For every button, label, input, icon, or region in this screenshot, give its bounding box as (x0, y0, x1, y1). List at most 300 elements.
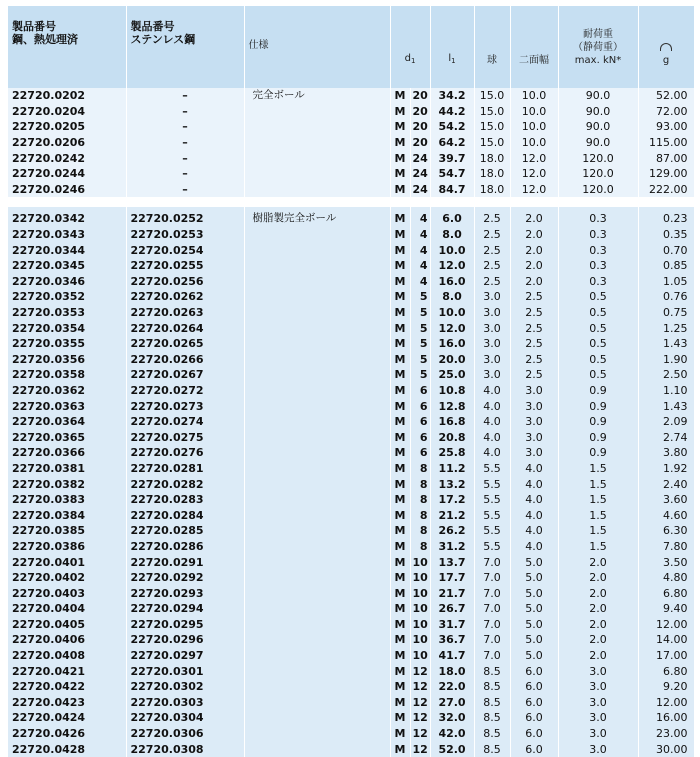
part-number-stainless: 22720.0276 (126, 445, 244, 461)
thread-prefix: M (390, 601, 410, 617)
ball-diameter: 18.0 (474, 150, 510, 166)
ball-diameter: 4.0 (474, 414, 510, 430)
part-number-steel: 22720.0354 (8, 320, 126, 336)
length-l1: 52.0 (430, 741, 474, 757)
part-number-steel: 22720.0365 (8, 429, 126, 445)
length-l1: 12.0 (430, 320, 474, 336)
table-row (8, 617, 694, 633)
table-row (8, 166, 694, 182)
thread-diameter: 12 (410, 710, 430, 726)
spec-cell (244, 632, 390, 648)
thread-diameter: 12 (410, 741, 430, 757)
ball-diameter: 7.0 (474, 617, 510, 633)
ball-diameter: 5.5 (474, 507, 510, 523)
thread-diameter: 20 (410, 88, 430, 104)
load-capacity: 0.3 (558, 207, 638, 227)
thread-diameter: 12 (410, 663, 430, 679)
width-across-flats: 2.0 (510, 207, 558, 227)
length-l1: 8.0 (430, 289, 474, 305)
weight: 9.20 (638, 679, 694, 695)
load-capacity: 3.0 (558, 663, 638, 679)
weight: 0.85 (638, 258, 694, 274)
weight: 2.74 (638, 429, 694, 445)
thread-diameter: 8 (410, 539, 430, 555)
spec-cell (244, 398, 390, 414)
spec-cell (244, 150, 390, 166)
load-capacity: 2.0 (558, 570, 638, 586)
width-across-flats: 5.0 (510, 554, 558, 570)
length-l1: 17.2 (430, 492, 474, 508)
table-row (8, 258, 694, 274)
spec-cell (244, 352, 390, 368)
spec-cell (244, 507, 390, 523)
thread-prefix: M (390, 726, 410, 742)
width-across-flats: 6.0 (510, 710, 558, 726)
load-capacity: 90.0 (558, 104, 638, 120)
table-row (8, 601, 694, 617)
table-row (8, 367, 694, 383)
width-across-flats: 2.5 (510, 336, 558, 352)
ball-diameter: 8.5 (474, 663, 510, 679)
thread-prefix: M (390, 570, 410, 586)
part-number-stainless: – (126, 119, 244, 135)
table-row (8, 632, 694, 648)
weight: 52.00 (638, 88, 694, 104)
length-l1: 31.2 (430, 539, 474, 555)
load-capacity: 3.0 (558, 726, 638, 742)
weight: 9.40 (638, 601, 694, 617)
thread-diameter: 12 (410, 726, 430, 742)
thread-prefix: M (390, 461, 410, 477)
weight: 3.80 (638, 445, 694, 461)
thread-diameter: 24 (410, 182, 430, 198)
weight: 23.00 (638, 726, 694, 742)
width-across-flats: 5.0 (510, 632, 558, 648)
spec-cell (244, 741, 390, 757)
thread-diameter: 24 (410, 150, 430, 166)
thread-prefix: M (390, 695, 410, 711)
part-number-stainless: 22720.0304 (126, 710, 244, 726)
width-across-flats: 3.0 (510, 398, 558, 414)
ball-diameter: 5.5 (474, 523, 510, 539)
part-number-stainless: 22720.0252 (126, 207, 244, 227)
part-number-steel: 22720.0244 (8, 166, 126, 182)
thread-prefix: M (390, 207, 410, 227)
part-number-steel: 22720.0345 (8, 258, 126, 274)
load-capacity: 0.3 (558, 227, 638, 243)
spec-cell (244, 258, 390, 274)
thread-diameter: 8 (410, 461, 430, 477)
table-row (8, 207, 694, 227)
length-l1: 26.2 (430, 523, 474, 539)
width-across-flats: 3.0 (510, 445, 558, 461)
part-number-stainless: 22720.0286 (126, 539, 244, 555)
width-across-flats: 4.0 (510, 507, 558, 523)
part-number-stainless: 22720.0273 (126, 398, 244, 414)
thread-prefix: M (390, 648, 410, 664)
table-row (8, 445, 694, 461)
spec-cell (244, 274, 390, 290)
ball-diameter: 15.0 (474, 119, 510, 135)
length-l1: 16.8 (430, 414, 474, 430)
part-number-stainless: 22720.0306 (126, 726, 244, 742)
ball-diameter: 2.5 (474, 274, 510, 290)
length-l1: 22.0 (430, 679, 474, 695)
ball-diameter: 7.0 (474, 570, 510, 586)
length-l1: 16.0 (430, 274, 474, 290)
spec-cell (244, 663, 390, 679)
load-capacity: 3.0 (558, 710, 638, 726)
load-capacity: 3.0 (558, 695, 638, 711)
thread-diameter: 20 (410, 119, 430, 135)
steel-ball-group (8, 88, 694, 197)
part-number-steel: 22720.0384 (8, 507, 126, 523)
table-row (8, 320, 694, 336)
load-capacity: 0.9 (558, 429, 638, 445)
part-number-steel: 22720.0423 (8, 695, 126, 711)
ball-diameter: 2.5 (474, 207, 510, 227)
width-across-flats: 6.0 (510, 679, 558, 695)
thread-diameter: 5 (410, 305, 430, 321)
part-number-steel: 22720.0344 (8, 242, 126, 258)
thread-diameter: 20 (410, 135, 430, 151)
thread-prefix: M (390, 632, 410, 648)
ball-diameter: 4.0 (474, 445, 510, 461)
part-number-steel: 22720.0362 (8, 383, 126, 399)
thread-prefix: M (390, 554, 410, 570)
ball-diameter: 8.5 (474, 726, 510, 742)
width-across-flats: 5.0 (510, 617, 558, 633)
part-number-steel: 22720.0424 (8, 710, 126, 726)
ball-diameter: 8.5 (474, 710, 510, 726)
thread-diameter: 24 (410, 166, 430, 182)
length-l1: 12.0 (430, 258, 474, 274)
thread-prefix: M (390, 242, 410, 258)
part-number-stainless: – (126, 150, 244, 166)
table-row (8, 741, 694, 757)
thread-prefix: M (390, 492, 410, 508)
ball-diameter: 7.0 (474, 554, 510, 570)
ball-diameter: 4.0 (474, 383, 510, 399)
part-number-stainless: 22720.0297 (126, 648, 244, 664)
weight: 222.00 (638, 182, 694, 198)
header-weight: g (638, 6, 694, 88)
width-across-flats: 4.0 (510, 539, 558, 555)
weight: 0.76 (638, 289, 694, 305)
ball-diameter: 15.0 (474, 104, 510, 120)
thread-prefix: M (390, 523, 410, 539)
thread-prefix: M (390, 539, 410, 555)
thread-prefix: M (390, 119, 410, 135)
width-across-flats: 5.0 (510, 585, 558, 601)
part-number-stainless: 22720.0303 (126, 695, 244, 711)
table-row (8, 274, 694, 290)
ball-diameter: 4.0 (474, 429, 510, 445)
length-l1: 44.2 (430, 104, 474, 120)
ball-diameter: 7.0 (474, 601, 510, 617)
load-capacity: 0.9 (558, 383, 638, 399)
table-row (8, 352, 694, 368)
weight: 3.50 (638, 554, 694, 570)
load-capacity: 1.5 (558, 476, 638, 492)
weight: 0.23 (638, 207, 694, 227)
spec-cell: 完全ボール (244, 88, 390, 104)
spec-cell (244, 710, 390, 726)
part-number-stainless: 22720.0296 (126, 632, 244, 648)
width-across-flats: 5.0 (510, 648, 558, 664)
table-row (8, 135, 694, 151)
load-capacity: 0.5 (558, 367, 638, 383)
spec-cell (244, 679, 390, 695)
table-row (8, 523, 694, 539)
thread-prefix: M (390, 585, 410, 601)
spec-cell (244, 182, 390, 198)
load-capacity: 2.0 (558, 648, 638, 664)
width-across-flats: 3.0 (510, 383, 558, 399)
width-across-flats: 2.5 (510, 289, 558, 305)
thread-diameter: 20 (410, 104, 430, 120)
load-capacity: 120.0 (558, 166, 638, 182)
header-spec: 仕様 (244, 6, 390, 88)
part-number-steel: 22720.0343 (8, 227, 126, 243)
length-l1: 16.0 (430, 336, 474, 352)
length-l1: 54.7 (430, 166, 474, 182)
spec-cell (244, 414, 390, 430)
part-number-steel: 22720.0405 (8, 617, 126, 633)
width-across-flats: 10.0 (510, 135, 558, 151)
part-number-stainless: – (126, 88, 244, 104)
length-l1: 21.2 (430, 507, 474, 523)
load-capacity: 90.0 (558, 119, 638, 135)
part-number-stainless: 22720.0272 (126, 383, 244, 399)
header-load-capacity: 耐荷重 （静荷重） max. kN* (558, 6, 638, 88)
load-capacity: 0.3 (558, 242, 638, 258)
part-number-stainless: 22720.0282 (126, 476, 244, 492)
thread-diameter: 5 (410, 367, 430, 383)
length-l1: 18.0 (430, 663, 474, 679)
length-l1: 31.7 (430, 617, 474, 633)
weight: 72.00 (638, 104, 694, 120)
spec-cell (244, 554, 390, 570)
ball-diameter: 5.5 (474, 461, 510, 477)
weight: 0.35 (638, 227, 694, 243)
thread-diameter: 6 (410, 445, 430, 461)
part-number-steel: 22720.0381 (8, 461, 126, 477)
spec-table-sheet (8, 6, 694, 757)
part-number-steel: 22720.0202 (8, 88, 126, 104)
thread-prefix: M (390, 679, 410, 695)
part-number-stainless: 22720.0301 (126, 663, 244, 679)
load-capacity: 0.9 (558, 398, 638, 414)
load-capacity: 0.3 (558, 258, 638, 274)
part-number-steel: 22720.0358 (8, 367, 126, 383)
thread-diameter: 12 (410, 679, 430, 695)
part-number-stainless: 22720.0285 (126, 523, 244, 539)
table-row (8, 492, 694, 508)
width-across-flats: 2.5 (510, 367, 558, 383)
part-number-steel: 22720.0426 (8, 726, 126, 742)
width-across-flats: 12.0 (510, 150, 558, 166)
spec-cell (244, 585, 390, 601)
load-capacity: 1.5 (558, 461, 638, 477)
width-across-flats: 3.0 (510, 414, 558, 430)
thread-diameter: 5 (410, 336, 430, 352)
length-l1: 10.8 (430, 383, 474, 399)
ball-diameter: 4.0 (474, 398, 510, 414)
table-row (8, 554, 694, 570)
ball-diameter: 3.0 (474, 320, 510, 336)
plastic-ball-group (8, 207, 694, 757)
weight: 16.00 (638, 710, 694, 726)
thread-prefix: M (390, 305, 410, 321)
table-row (8, 182, 694, 198)
part-number-steel: 22720.0356 (8, 352, 126, 368)
table-row (8, 710, 694, 726)
load-capacity: 1.5 (558, 539, 638, 555)
table-row (8, 398, 694, 414)
load-capacity: 90.0 (558, 135, 638, 151)
thread-prefix: M (390, 507, 410, 523)
part-number-steel: 22720.0401 (8, 554, 126, 570)
width-across-flats: 2.5 (510, 320, 558, 336)
thread-diameter: 6 (410, 398, 430, 414)
ball-diameter: 15.0 (474, 88, 510, 104)
thread-diameter: 4 (410, 207, 430, 227)
spec-cell (244, 336, 390, 352)
header-part-number-stainless: 製品番号 ステンレス鋼 (126, 6, 244, 88)
thread-prefix: M (390, 398, 410, 414)
part-number-stainless: 22720.0255 (126, 258, 244, 274)
part-number-steel: 22720.0206 (8, 135, 126, 151)
part-number-steel: 22720.0242 (8, 150, 126, 166)
load-capacity: 1.5 (558, 492, 638, 508)
length-l1: 13.7 (430, 554, 474, 570)
thread-prefix: M (390, 414, 410, 430)
part-number-steel: 22720.0342 (8, 207, 126, 227)
ball-diameter: 8.5 (474, 695, 510, 711)
width-across-flats: 10.0 (510, 119, 558, 135)
ball-diameter: 5.5 (474, 492, 510, 508)
spec-cell (244, 383, 390, 399)
spec-cell (244, 227, 390, 243)
thread-prefix: M (390, 135, 410, 151)
part-number-steel: 22720.0428 (8, 741, 126, 757)
thread-prefix: M (390, 710, 410, 726)
weight: 7.80 (638, 539, 694, 555)
part-number-stainless: 22720.0264 (126, 320, 244, 336)
ball-diameter: 5.5 (474, 539, 510, 555)
spec-cell (244, 476, 390, 492)
part-number-stainless: – (126, 135, 244, 151)
part-number-stainless: 22720.0267 (126, 367, 244, 383)
part-number-stainless: 22720.0262 (126, 289, 244, 305)
load-capacity: 120.0 (558, 150, 638, 166)
width-across-flats: 6.0 (510, 726, 558, 742)
width-across-flats: 6.0 (510, 695, 558, 711)
header-ball: 球 (474, 6, 510, 88)
ball-diameter: 3.0 (474, 352, 510, 368)
table-row (8, 150, 694, 166)
load-capacity: 0.5 (558, 336, 638, 352)
thread-diameter: 10 (410, 554, 430, 570)
load-capacity: 0.5 (558, 320, 638, 336)
ball-diameter: 18.0 (474, 182, 510, 198)
thread-prefix: M (390, 352, 410, 368)
thread-diameter: 10 (410, 617, 430, 633)
thread-diameter: 6 (410, 429, 430, 445)
part-number-stainless: 22720.0295 (126, 617, 244, 633)
part-number-stainless: 22720.0292 (126, 570, 244, 586)
length-l1: 20.0 (430, 352, 474, 368)
part-number-stainless: 22720.0266 (126, 352, 244, 368)
thread-prefix: M (390, 445, 410, 461)
ball-diameter: 8.5 (474, 679, 510, 695)
weight-icon (660, 43, 672, 51)
ball-diameter: 2.5 (474, 258, 510, 274)
length-l1: 20.8 (430, 429, 474, 445)
weight: 4.80 (638, 570, 694, 586)
part-number-steel: 22720.0422 (8, 679, 126, 695)
ball-diameter: 8.5 (474, 741, 510, 757)
width-across-flats: 12.0 (510, 182, 558, 198)
width-across-flats: 2.0 (510, 274, 558, 290)
thread-prefix: M (390, 320, 410, 336)
ball-diameter: 3.0 (474, 336, 510, 352)
product-spec-table (8, 6, 695, 757)
table-row (8, 88, 694, 104)
table-row (8, 726, 694, 742)
load-capacity: 0.5 (558, 305, 638, 321)
thread-prefix: M (390, 617, 410, 633)
part-number-stainless: 22720.0302 (126, 679, 244, 695)
thread-prefix: M (390, 258, 410, 274)
part-number-stainless: 22720.0284 (126, 507, 244, 523)
ball-diameter: 7.0 (474, 648, 510, 664)
thread-diameter: 4 (410, 258, 430, 274)
part-number-stainless: 22720.0263 (126, 305, 244, 321)
spec-cell (244, 601, 390, 617)
thread-prefix: M (390, 383, 410, 399)
part-number-stainless: 22720.0293 (126, 585, 244, 601)
weight: 17.00 (638, 648, 694, 664)
table-row (8, 461, 694, 477)
length-l1: 41.7 (430, 648, 474, 664)
width-across-flats: 12.0 (510, 166, 558, 182)
thread-prefix: M (390, 663, 410, 679)
thread-prefix: M (390, 274, 410, 290)
thread-diameter: 8 (410, 523, 430, 539)
thread-diameter: 5 (410, 289, 430, 305)
length-l1: 54.2 (430, 119, 474, 135)
thread-diameter: 4 (410, 227, 430, 243)
load-capacity: 2.0 (558, 617, 638, 633)
thread-diameter: 6 (410, 414, 430, 430)
width-across-flats: 2.5 (510, 352, 558, 368)
table-row (8, 289, 694, 305)
length-l1: 27.0 (430, 695, 474, 711)
spec-cell (244, 695, 390, 711)
part-number-steel: 22720.0402 (8, 570, 126, 586)
length-l1: 8.0 (430, 227, 474, 243)
ball-diameter: 15.0 (474, 135, 510, 151)
table-row (8, 429, 694, 445)
load-capacity: 0.5 (558, 352, 638, 368)
ball-diameter: 3.0 (474, 305, 510, 321)
thread-prefix: M (390, 104, 410, 120)
thread-prefix: M (390, 429, 410, 445)
length-l1: 32.0 (430, 710, 474, 726)
width-across-flats: 4.0 (510, 523, 558, 539)
